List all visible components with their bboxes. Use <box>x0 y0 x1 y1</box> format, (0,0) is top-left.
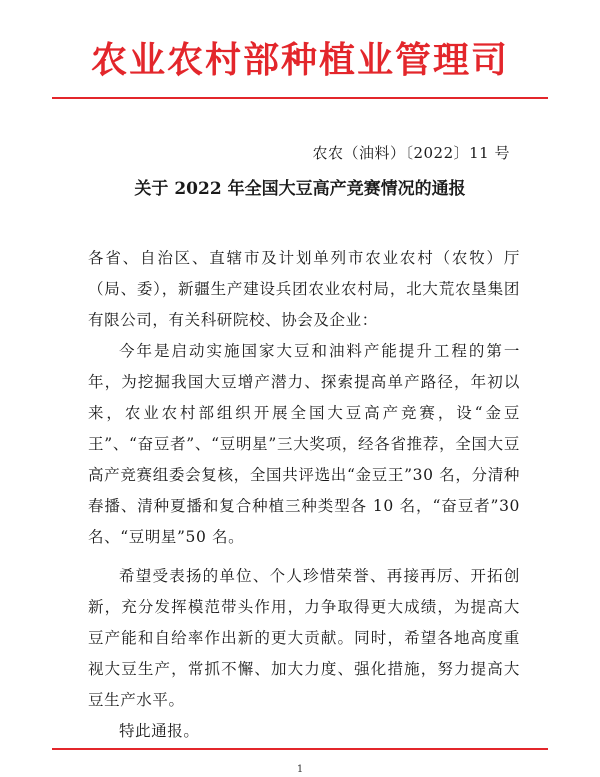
document-number: 农农（油料）〔2022〕11 号 <box>312 144 510 162</box>
closing-line: 特此通报。 <box>119 722 200 740</box>
header-divider <box>52 97 548 99</box>
org-header-title: 农业农村部种植业管理司 <box>90 39 509 81</box>
body-paragraph: 希望受表扬的单位、个人珍惜荣誉、再接再厉、开拓创新，充分发挥模范带头作用，力争取得更大成绩，为提高大豆产能和自给率作出新的更大贡献。同时，希望各地高度重视大豆生产，常抓不懈、加大力度、强化措施，努力提高大豆生产水平。 <box>88 567 520 709</box>
addressee: 各省、自治区、直辖市及计划单列市农业农村（农牧）厅（局、委），新疆生产建设兵团农业农村局，北大荒农垦集团有限公司，有关科研院校、协会及企业： <box>88 249 520 329</box>
page-number: 1 <box>296 764 304 775</box>
document-body <box>88 243 520 747</box>
footer-divider <box>52 748 548 750</box>
document-title: 关于 2022 年全国大豆高产竞赛情况的通报 <box>134 179 466 199</box>
body-paragraph: 今年是启动实施国家大豆和油料产能提升工程的第一年，为挖掘我国大豆增产潜力、探索提高单产路径，年初以来，农业农村部组织开展全国大豆高产竞赛，设“金豆王”、“奋豆者”、“豆明星”三大奖项，经各省推荐，全国大豆高产竞赛组委会复核，全国共评选出“金豆王”30 名，分清种春播、清种夏播和复合种植三种类型各 10 名，“奋豆者”30 名、“豆明星”50 名。 <box>88 342 520 546</box>
